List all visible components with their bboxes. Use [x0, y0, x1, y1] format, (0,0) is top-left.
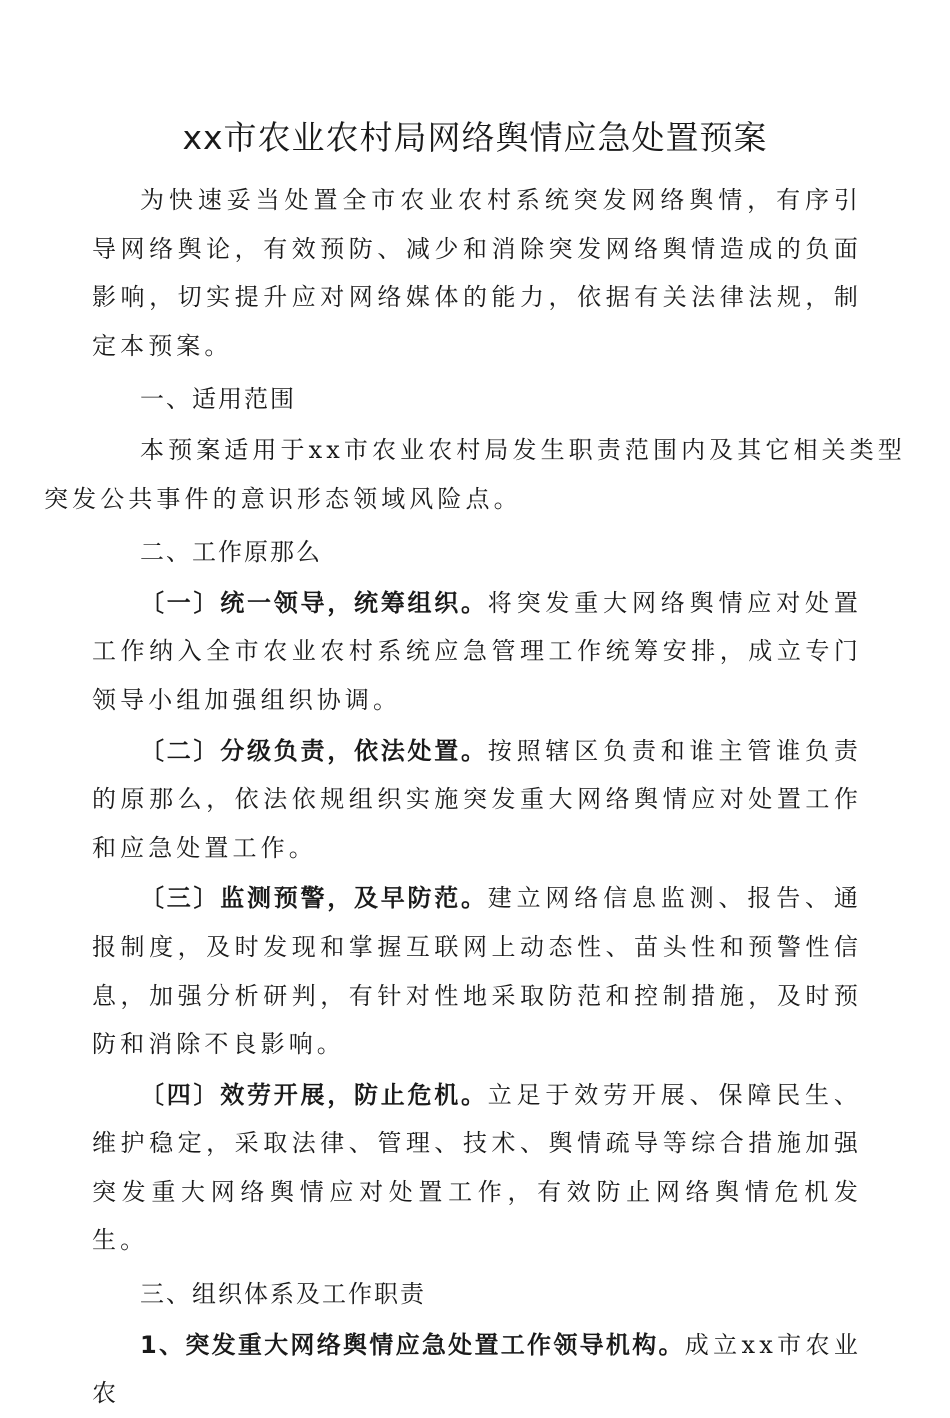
scope-line-2: 突发公共事件的意识形态领域风险点。: [44, 484, 522, 513]
scope-line-1: 本预案适用于xx市农业农村局发生职责范围内及其它相关类型: [140, 435, 906, 464]
principle-1-text: 将突发重大网络舆情应对处置工作纳入全市农业农村系统应急管理工作统筹安排，成立专门领导小组加强组织协调。: [92, 588, 862, 714]
principle-paragraph-4: [92, 1071, 862, 1265]
section-heading-principles: 二、工作原那么: [140, 538, 322, 567]
principle-4-text: 立足于效劳开展、保障民生、维护稳定，采取法律、管理、技术、舆情疏导等综合措施加强突发重大网络舆情应对处置工作，有效防止网络舆情危机发生。: [92, 1080, 862, 1255]
principle-paragraph-1: [92, 579, 862, 725]
intro-paragraph: 为快速妥当处置全市农业农村系统突发网络舆情，有序引导网络舆论，有效预防、减少和消除突发网络舆情造成的负面影响，切实提升应对网络媒体的能力，依据有关法律法规，制定本预案。: [92, 186, 862, 360]
principle-3-text: 建立网络信息监测、报告、通报制度，及时发现和掌握互联网上动态性、苗头性和预警性信息，加强分析研判，有针对性地采取防范和控制措施，及时预防和消除不良影响。: [92, 884, 862, 1059]
principle-2-title: 〔二〕分级负责，依法处置。: [140, 736, 488, 765]
organization-paragraph-1: [92, 1321, 862, 1418]
principle-2-text: 按照辖区负责和谁主管谁负责的原那么，依法依规组织实施突发重大网络舆情应对处置工作和应急处置工作。: [92, 736, 862, 862]
principle-4-title: 〔四〕效劳开展，防止危机。: [140, 1080, 488, 1109]
section-heading-scope: 一、适用范围: [140, 385, 296, 414]
section-heading-organization: 三、组织体系及工作职责: [140, 1280, 426, 1309]
organization-1-title: 1、突发重大网络舆情应急处置工作领导机构。: [140, 1330, 685, 1359]
scope-paragraph: [44, 426, 906, 523]
organization-1-text: 成立xx市农业农: [92, 1330, 862, 1408]
principle-1-title: 〔一〕统一领导，统筹组织。: [140, 588, 488, 617]
principle-paragraph-3: [92, 874, 862, 1068]
principle-3-title: 〔三〕监测预警，及早防范。: [140, 884, 488, 913]
document-title: xx市农业农村局网络舆情应急处置预案: [182, 118, 768, 157]
document-body: [44, 176, 906, 1418]
principle-paragraph-2: [92, 727, 862, 873]
